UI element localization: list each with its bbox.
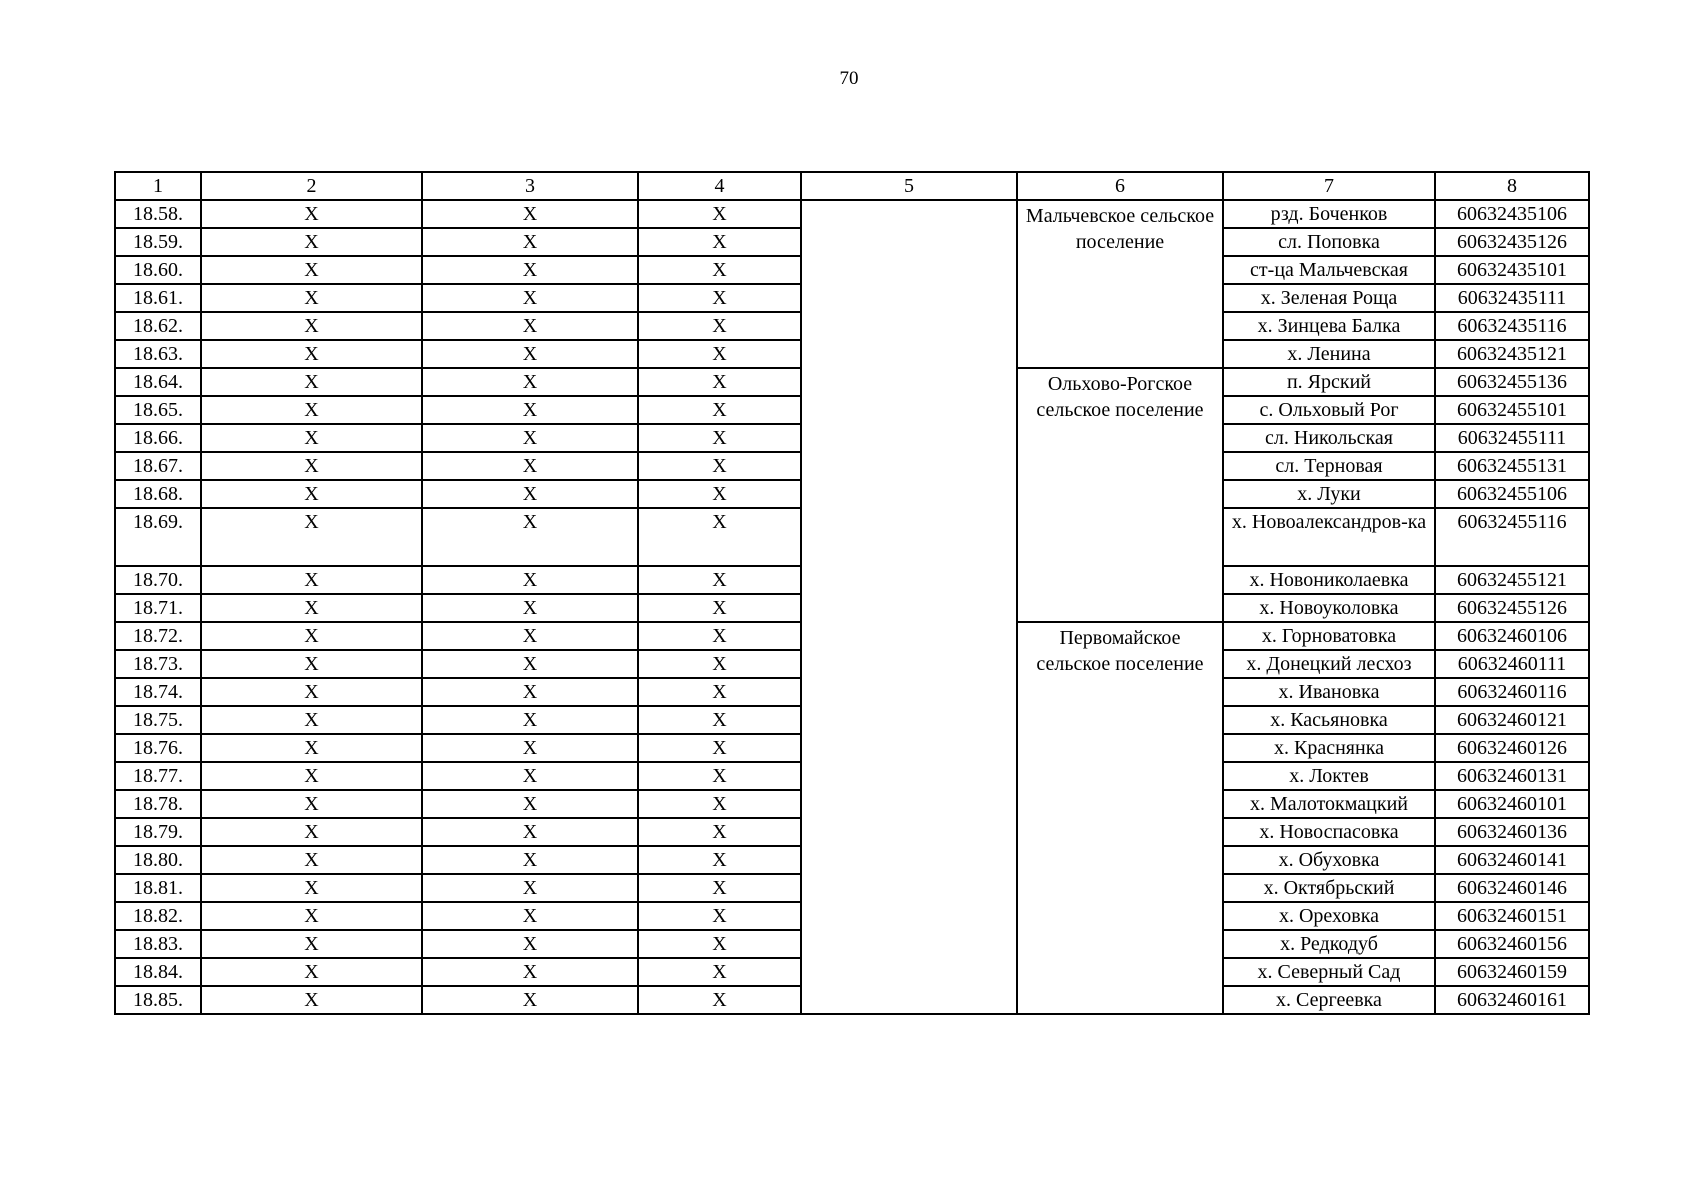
row-number-cell: 18.77.: [115, 762, 201, 790]
col3-cell: X: [422, 228, 638, 256]
oktmo-code-cell: 60632460151: [1435, 902, 1589, 930]
col4-cell: X: [638, 594, 801, 622]
oktmo-code-cell: 60632435111: [1435, 284, 1589, 312]
oktmo-code-cell: 60632460121: [1435, 706, 1589, 734]
col2-cell: X: [201, 566, 422, 594]
oktmo-code-cell: 60632435106: [1435, 200, 1589, 228]
col4-cell: X: [638, 368, 801, 396]
col4-cell: X: [638, 480, 801, 508]
locality-cell: сл. Терновая: [1223, 452, 1435, 480]
locality-cell: х. Краснянка: [1223, 734, 1435, 762]
col4-cell: X: [638, 200, 801, 228]
locality-cell: х. Ленина: [1223, 340, 1435, 368]
locality-cell: х. Новоалександров-ка: [1223, 508, 1435, 566]
col3-cell: X: [422, 930, 638, 958]
col3-cell: X: [422, 396, 638, 424]
col3-cell: X: [422, 340, 638, 368]
col3-cell: X: [422, 874, 638, 902]
col4-cell: X: [638, 452, 801, 480]
col3-cell: X: [422, 790, 638, 818]
locality-cell: х. Горноватовка: [1223, 622, 1435, 650]
col4-cell: X: [638, 958, 801, 986]
locality-cell: п. Ярский: [1223, 368, 1435, 396]
col2-cell: X: [201, 452, 422, 480]
table-row: [115, 200, 1589, 228]
column-header-5: 5: [801, 172, 1017, 200]
row-number-cell: 18.61.: [115, 284, 201, 312]
row-number-cell: 18.71.: [115, 594, 201, 622]
col2-cell: X: [201, 650, 422, 678]
col4-cell: X: [638, 930, 801, 958]
oktmo-code-cell: 60632460126: [1435, 734, 1589, 762]
row-number-cell: 18.73.: [115, 650, 201, 678]
locality-cell: х. Новоуколовка: [1223, 594, 1435, 622]
oktmo-code-cell: 60632455101: [1435, 396, 1589, 424]
col4-cell: X: [638, 734, 801, 762]
col2-cell: X: [201, 818, 422, 846]
col3-cell: X: [422, 480, 638, 508]
col4-cell: X: [638, 284, 801, 312]
locality-cell: х. Луки: [1223, 480, 1435, 508]
col3-cell: X: [422, 650, 638, 678]
locality-cell: х. Редкодуб: [1223, 930, 1435, 958]
col2-cell: X: [201, 986, 422, 1014]
settlement-group-cell: Первомайское сельское поселение: [1017, 622, 1223, 1014]
column-header-1: 1: [115, 172, 201, 200]
row-number-cell: 18.69.: [115, 508, 201, 566]
oktmo-code-cell: 60632460111: [1435, 650, 1589, 678]
col4-cell: X: [638, 846, 801, 874]
col3-cell: X: [422, 594, 638, 622]
col2-cell: X: [201, 930, 422, 958]
col4-cell: X: [638, 424, 801, 452]
oktmo-code-cell: 60632460161: [1435, 986, 1589, 1014]
row-number-cell: 18.59.: [115, 228, 201, 256]
col3-cell: X: [422, 256, 638, 284]
settlement-group-cell: Ольхово-Рогское сельское поселение: [1017, 368, 1223, 622]
oktmo-code-cell: 60632455131: [1435, 452, 1589, 480]
oktmo-code-cell: 60632435121: [1435, 340, 1589, 368]
col2-cell: X: [201, 902, 422, 930]
locality-cell: ст-ца Мальчевская: [1223, 256, 1435, 284]
col3-cell: X: [422, 284, 638, 312]
col2-cell: X: [201, 678, 422, 706]
row-number-cell: 18.84.: [115, 958, 201, 986]
column-header-3: 3: [422, 172, 638, 200]
row-number-cell: 18.75.: [115, 706, 201, 734]
locality-cell: х. Малотокмацкий: [1223, 790, 1435, 818]
col2-cell: X: [201, 958, 422, 986]
col2-cell: X: [201, 200, 422, 228]
locality-cell: х. Зинцева Балка: [1223, 312, 1435, 340]
locality-cell: рзд. Боченков: [1223, 200, 1435, 228]
oktmo-code-cell: 60632455136: [1435, 368, 1589, 396]
locality-cell: х. Ивановка: [1223, 678, 1435, 706]
page-number: 70: [839, 68, 859, 89]
row-number-cell: 18.58.: [115, 200, 201, 228]
col4-cell: X: [638, 396, 801, 424]
oktmo-code-cell: 60632460101: [1435, 790, 1589, 818]
col4-cell: X: [638, 678, 801, 706]
locality-cell: х. Локтев: [1223, 762, 1435, 790]
col2-cell: X: [201, 340, 422, 368]
row-number-cell: 18.82.: [115, 902, 201, 930]
oktmo-code-cell: 60632460156: [1435, 930, 1589, 958]
oktmo-code-cell: 60632435116: [1435, 312, 1589, 340]
locality-cell: х. Октябрьский: [1223, 874, 1435, 902]
col4-cell: X: [638, 622, 801, 650]
row-number-cell: 18.70.: [115, 566, 201, 594]
col4-cell: X: [638, 228, 801, 256]
col3-cell: X: [422, 622, 638, 650]
col3-cell: X: [422, 312, 638, 340]
oktmo-code-cell: 60632455126: [1435, 594, 1589, 622]
col5-cell: [801, 200, 1017, 1014]
col2-cell: X: [201, 762, 422, 790]
col3-cell: X: [422, 818, 638, 846]
locality-cell: х. Северный Сад: [1223, 958, 1435, 986]
col2-cell: X: [201, 256, 422, 284]
locality-cell: х. Ореховка: [1223, 902, 1435, 930]
row-number-cell: 18.65.: [115, 396, 201, 424]
col3-cell: X: [422, 508, 638, 566]
column-header-2: 2: [201, 172, 422, 200]
row-number-cell: 18.72.: [115, 622, 201, 650]
col4-cell: X: [638, 508, 801, 566]
locality-cell: сл. Поповка: [1223, 228, 1435, 256]
col2-cell: X: [201, 228, 422, 256]
col3-cell: X: [422, 734, 638, 762]
col4-cell: X: [638, 874, 801, 902]
oktmo-code-cell: 60632460131: [1435, 762, 1589, 790]
col4-cell: X: [638, 902, 801, 930]
oktmo-code-cell: 60632455116: [1435, 508, 1589, 566]
col3-cell: X: [422, 566, 638, 594]
col2-cell: X: [201, 312, 422, 340]
oktmo-code-cell: 60632460106: [1435, 622, 1589, 650]
col2-cell: X: [201, 284, 422, 312]
col4-cell: X: [638, 312, 801, 340]
oktmo-code-cell: 60632460146: [1435, 874, 1589, 902]
locality-cell: сл. Никольская: [1223, 424, 1435, 452]
col3-cell: X: [422, 452, 638, 480]
header-row: [115, 172, 1589, 200]
locality-cell: х. Зеленая Роща: [1223, 284, 1435, 312]
col2-cell: X: [201, 480, 422, 508]
oktmo-code-cell: 60632455121: [1435, 566, 1589, 594]
row-number-cell: 18.76.: [115, 734, 201, 762]
col3-cell: X: [422, 200, 638, 228]
col3-cell: X: [422, 958, 638, 986]
col2-cell: X: [201, 874, 422, 902]
row-number-cell: 18.62.: [115, 312, 201, 340]
col3-cell: X: [422, 846, 638, 874]
oktmo-code-cell: 60632460141: [1435, 846, 1589, 874]
row-number-cell: 18.85.: [115, 986, 201, 1014]
table-body: [115, 172, 1589, 1014]
row-number-cell: 18.68.: [115, 480, 201, 508]
oktmo-code-cell: 60632435126: [1435, 228, 1589, 256]
col2-cell: X: [201, 424, 422, 452]
col2-cell: X: [201, 396, 422, 424]
col3-cell: X: [422, 706, 638, 734]
column-header-8: 8: [1435, 172, 1589, 200]
locality-cell: с. Ольховый Рог: [1223, 396, 1435, 424]
col4-cell: X: [638, 706, 801, 734]
col4-cell: X: [638, 256, 801, 284]
settlement-group-cell: Мальчевское сельское поселение: [1017, 200, 1223, 368]
oktmo-code-cell: 60632455106: [1435, 480, 1589, 508]
oktmo-code-cell: 60632460116: [1435, 678, 1589, 706]
col2-cell: X: [201, 622, 422, 650]
settlements-table: [114, 171, 1590, 1015]
col4-cell: X: [638, 566, 801, 594]
col2-cell: X: [201, 734, 422, 762]
row-number-cell: 18.78.: [115, 790, 201, 818]
row-number-cell: 18.60.: [115, 256, 201, 284]
locality-cell: х. Донецкий лесхоз: [1223, 650, 1435, 678]
row-number-cell: 18.67.: [115, 452, 201, 480]
col4-cell: X: [638, 818, 801, 846]
col3-cell: X: [422, 368, 638, 396]
locality-cell: х. Новоспасовка: [1223, 818, 1435, 846]
locality-cell: х. Сергеевка: [1223, 986, 1435, 1014]
col4-cell: X: [638, 762, 801, 790]
col4-cell: X: [638, 790, 801, 818]
row-number-cell: 18.66.: [115, 424, 201, 452]
col4-cell: X: [638, 650, 801, 678]
column-header-4: 4: [638, 172, 801, 200]
col2-cell: X: [201, 594, 422, 622]
col2-cell: X: [201, 706, 422, 734]
column-header-6: 6: [1017, 172, 1223, 200]
oktmo-code-cell: 60632460136: [1435, 818, 1589, 846]
col3-cell: X: [422, 902, 638, 930]
locality-cell: х. Касьяновка: [1223, 706, 1435, 734]
row-number-cell: 18.74.: [115, 678, 201, 706]
oktmo-code-cell: 60632435101: [1435, 256, 1589, 284]
col2-cell: X: [201, 508, 422, 566]
col2-cell: X: [201, 846, 422, 874]
row-number-cell: 18.81.: [115, 874, 201, 902]
locality-cell: х. Обуховка: [1223, 846, 1435, 874]
col2-cell: X: [201, 368, 422, 396]
locality-cell: х. Новониколаевка: [1223, 566, 1435, 594]
row-number-cell: 18.79.: [115, 818, 201, 846]
row-number-cell: 18.63.: [115, 340, 201, 368]
col4-cell: X: [638, 986, 801, 1014]
oktmo-code-cell: 60632455111: [1435, 424, 1589, 452]
col3-cell: X: [422, 424, 638, 452]
col2-cell: X: [201, 790, 422, 818]
col3-cell: X: [422, 762, 638, 790]
oktmo-code-cell: 60632460159: [1435, 958, 1589, 986]
col3-cell: X: [422, 986, 638, 1014]
column-header-7: 7: [1223, 172, 1435, 200]
col3-cell: X: [422, 678, 638, 706]
row-number-cell: 18.80.: [115, 846, 201, 874]
col4-cell: X: [638, 340, 801, 368]
row-number-cell: 18.64.: [115, 368, 201, 396]
row-number-cell: 18.83.: [115, 930, 201, 958]
